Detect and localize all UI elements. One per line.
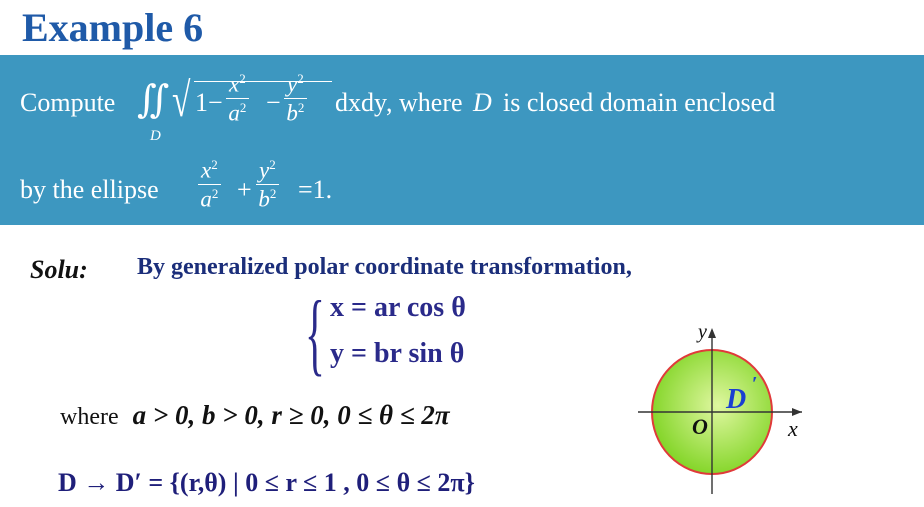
minus-sign: − [266,88,281,117]
origin-label: O [692,414,708,439]
plus-sign: + [237,175,252,204]
domain-letter: D [473,88,492,117]
solution-heading: By generalized polar coordinate transformation, [137,254,632,280]
ellipse-fraction-x: $\frac{x^2}{a^2}$ [198,158,221,210]
sqrt-sign: √ [172,74,191,127]
where-label: where [60,404,119,430]
frac1-denominator: a [228,100,240,126]
enclosed-text: is closed domain enclosed [503,88,776,117]
frac2-numerator: y [287,71,298,97]
frac2-denominator: b [286,100,298,126]
ellipse-fraction-y: $\frac{y^2}{b^2}$ [256,158,279,210]
solution-label: Solu: [30,255,88,284]
y-axis-arrow-icon [708,328,716,338]
conditions-line [60,400,450,431]
one-minus: 1− [195,88,223,117]
y-axis-label: y [698,321,707,343]
double-integral-sign: ∬ [137,79,170,121]
x-axis-label: x [788,416,798,441]
system-brace: { [305,282,325,384]
fraction-y2-b2: $\frac{y^2}{b^2}$ [284,72,307,124]
sqrt-overline [194,81,332,82]
frac1-numerator: x [229,71,240,97]
region-label-prime: ′ [752,373,758,395]
where-text: , where [386,88,463,117]
fraction-x2-a2: $\frac{x^2}{a^2}$ [226,72,249,124]
equals-one: =1. [298,175,333,204]
slide-title: Example 6 [22,5,204,50]
equation-y: y = br sin θ [330,338,465,369]
region-label: D [726,384,747,415]
domain-mapping: D → D′ = {(r,θ) | 0 ≤ r ≤ 1 , 0 ≤ θ ≤ 2π} [58,468,475,497]
compute-label: Compute [20,88,116,117]
integral-domain-subscript: D [150,128,161,144]
ellipse-intro: by the ellipse [20,175,159,204]
conditions: a > 0, b > 0, r ≥ 0, 0 ≤ θ ≤ 2π [132,400,450,430]
x-axis-arrow-icon [792,408,802,416]
equation-x: x = ar cos θ [330,292,466,323]
problem-banner [0,55,924,225]
ellipse-figure [630,318,810,498]
dxdy: dxdy [335,88,387,117]
